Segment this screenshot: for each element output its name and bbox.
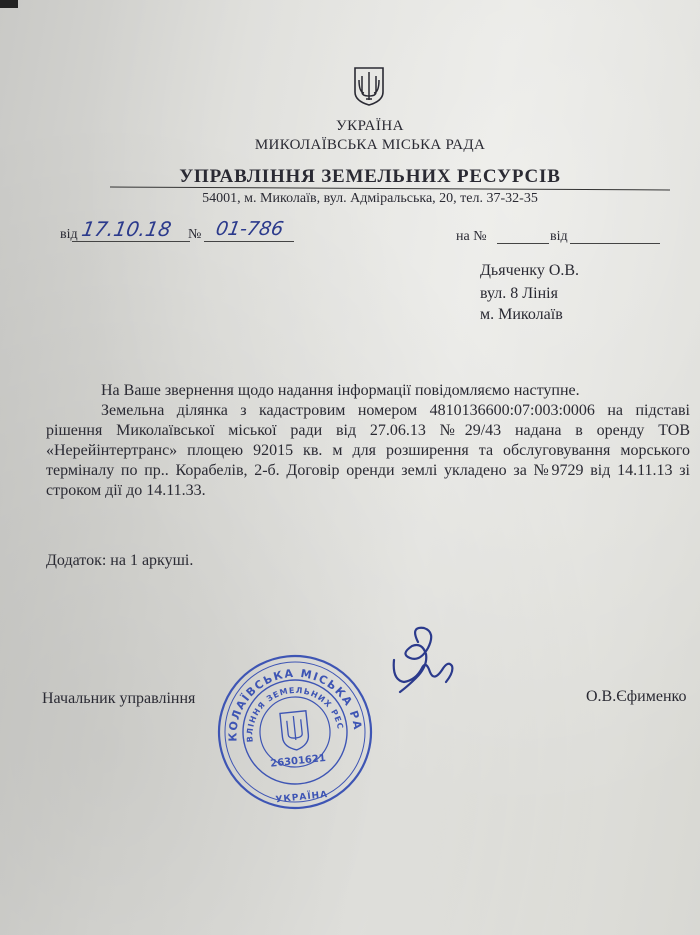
stamp-code: 26301621 — [269, 752, 327, 770]
reply-to-label: на № — [456, 229, 487, 244]
header-country: УКРАЇНА — [335, 118, 405, 134]
reply-date-underline — [570, 243, 660, 244]
recipient-street: вул. 8 Лінія — [480, 285, 558, 302]
signer-name: О.В.Єфименко — [586, 688, 687, 705]
reply-from-label: від — [550, 229, 568, 244]
ref-number-underline — [204, 241, 294, 242]
official-round-stamp — [210, 650, 380, 815]
ref-date-underline — [72, 241, 190, 242]
ref-number-label: № — [188, 227, 202, 242]
recipient-name: Дьяченку О.В. — [480, 262, 580, 279]
attachment-note: Додаток: на 1 аркуші. — [46, 552, 194, 569]
body-paragraph-1: На Ваше звернення щодо надання інформації повідомляємо наступне. — [101, 382, 580, 399]
stamp-bottom-text: УКРАЇНА — [275, 789, 329, 806]
stamp-inner-text: УПРАВЛІННЯ ЗЕМЕЛЬНИХ РЕСУРСІВ — [245, 685, 345, 743]
recipient-city: м. Миколаїв — [480, 306, 563, 323]
header-department: УПРАВЛІННЯ ЗЕМЕЛЬНИХ РЕСУРСІВ — [179, 166, 561, 187]
handwritten-signature — [370, 620, 470, 710]
body-paragraph-2: Земельна ділянка з кадастровим номером 4810136600:07:003:0006 на підставі рішення Миколаївської міської ради від 27.06.13 №29/43 надана в оренду ТОВ «Нерейінтертранс» площею 92015 кв. м для розширення та обслуговування морського терміналу по пр.. Корабелів, 2-б. Договір оренди землі укладено за №9729 від 14.11.13 зі строком дії до 14.11.33. — [46, 402, 690, 499]
corner-mark — [0, 0, 18, 8]
ref-number-handwritten: 01-786 — [214, 218, 286, 240]
ref-date-handwritten: 17.10.18 — [79, 217, 174, 241]
header-address: 54001, м. Миколаїв, вул. Адміральська, 20, тел. 37-32-35 — [202, 191, 538, 206]
ref-from-label: від — [60, 227, 78, 242]
reply-number-underline — [497, 243, 549, 244]
stamp-outer-text: МИКОЛАЇВСЬКА МІСЬКА РАДА — [226, 666, 365, 742]
header-council: МИКОЛАЇВСЬКА МІСЬКА РАДА — [254, 137, 486, 153]
trident-crest-icon — [352, 66, 386, 106]
signer-position: Начальник управління — [42, 690, 196, 707]
